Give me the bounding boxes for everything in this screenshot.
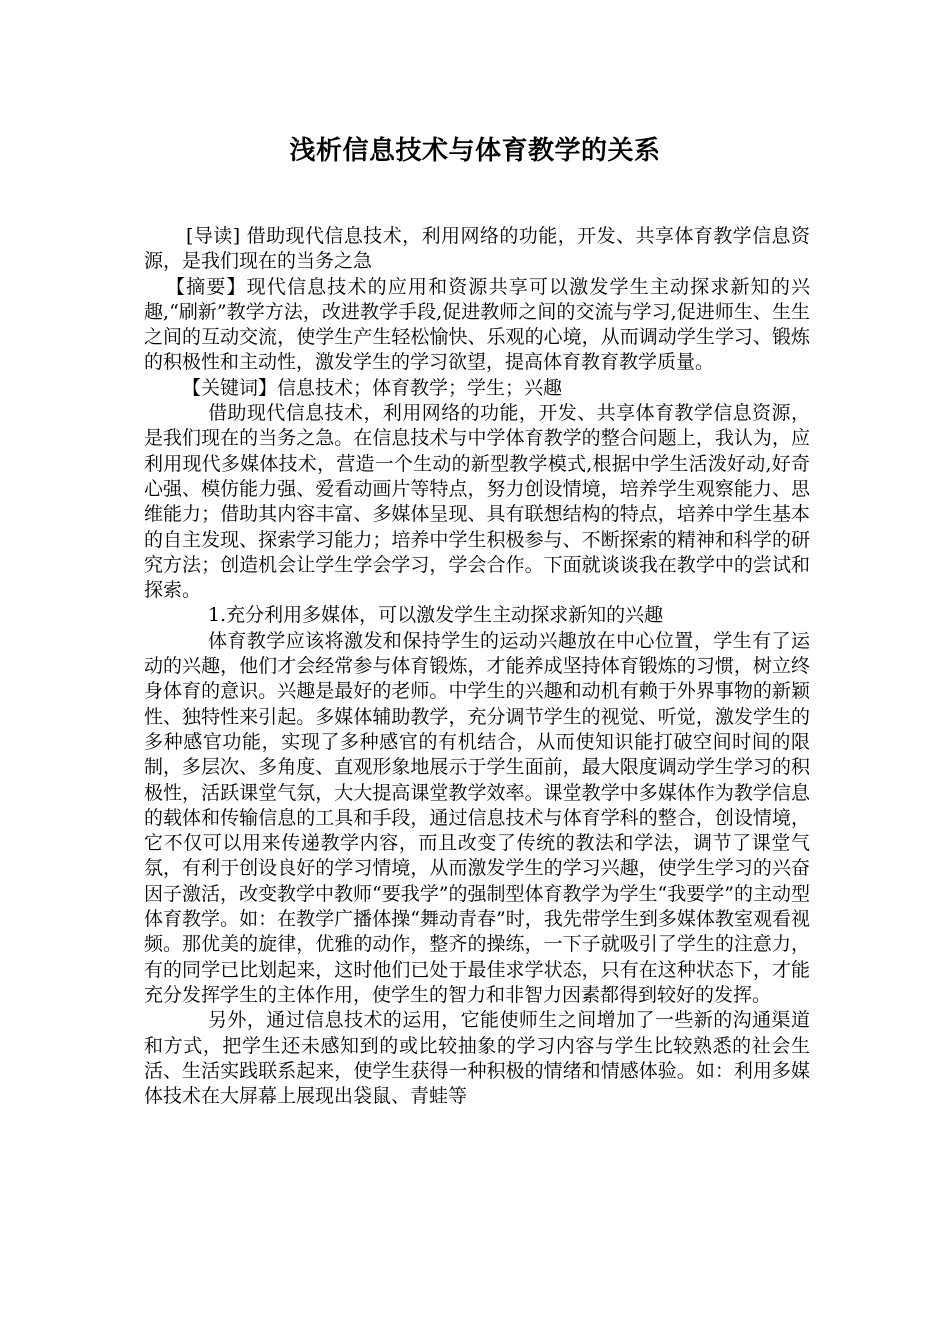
section-heading-1: 1.充分利用多媒体，可以激发学生主动探求新知的兴趣	[208, 604, 664, 627]
document-title: 浅析信息技术与体育教学的关系	[289, 136, 661, 166]
body-paragraph-2: 体育教学应该将激发和保持学生的运动兴趣放在中心位置，学生有了运动的兴趣，他们才会经常参与体育锻炼，才能养成坚持体育锻炼的习惯，树立终身体育的意识。兴趣是最好的老师。中学生的兴趣和动机有赖于外界事物的新颖性、独特性来引起。多媒体辅助教学，充分调节学生的视觉、听觉，激发学生的多种感官功能，实现了多种感官的有机结合，从而使知识能打破空间时间的限制，多层次、多角度、直观形象地展示于学生面前，最大限度调动学生学习的积极性，活跃课堂气氛，大大提高课堂教学效率。课堂教学中多媒体作为教学信息的载体和传输信息的工具和手段，通过信息技术与体育学科的整合，创设情境，它不仅可以用来传递教学内容，而且改变了传统的教法和学法，调节了课堂气氛，有利于创设良好的学习情境，从而激发学生的学习兴趣，使学生学习的兴奋因子激活，改变教学中教师“要我学”的强制型体育教学为学生“我要学”的主动型体育教学。如：在教学广播体操“舞动青春”时，我先带学生到多媒体教室观看视频。那优美的旋律，优雅的动作，整齐的操练，一下子就吸引了学生的注意力，有的同学已比划起来，这时他们已处于最佳求学状态，只有在这种状态下，才能充分发挥学生的主体作用，使学生的智力和非智力因素都得到较好的发挥。	[144, 629, 810, 1006]
body-paragraph-1: 借助现代信息技术，利用网络的功能，开发、共享体育教学信息资源，是我们现在的当务之急。在信息技术与中学体育教学的整合问题上，我认为，应利用现代多媒体技术，营造一个生动的新型教学模式,根据中学生活泼好动,好奇心强、模仿能力强、爱看动画片等特点，努力创设情境，培养学生观察能力、思维能力；借助其内容丰富、多媒体呈现、具有联想结构的特点，培养中学生基本的自主发现、探索学习能力；培养中学生积极参与、不断探索的精神和科学的研究方法；创造机会让学生学会学习，学会合作。下面就谈谈我在教学中的尝试和探索。	[144, 402, 810, 602]
body-paragraph-3: 另外，通过信息技术的运用，它能使师生之间增加了一些新的沟通渠道和方式，把学生还未感知到的或比较抽象的学习内容与学生比较熟悉的社会生活、生活实践联系起来，使学生获得一种积极的情绪和情感体验。如：利用多媒体技术在大屏幕上展现出袋鼠、青蛙等	[144, 1009, 810, 1108]
document-body	[144, 224, 810, 1109]
intro-paragraph: [导读] 借助现代信息技术，利用网络的功能，开发、共享体育教学信息资源，是我们现在的当务之急	[144, 225, 810, 273]
abstract-paragraph: 【摘要】现代信息技术的应用和资源共享可以激发学生主动探求新知的兴趣,“刷新”教学方法，改进教学手段,促进教师之间的交流与学习,促进师生、生生之间的互动交流，使学生产生轻松愉快、乐观的心境，从而调动学生学习、锻炼的积极性和主动性，激发学生的学习欲望，提高体育教育教学质量。	[144, 275, 810, 374]
keywords-line: 【关键词】信息技术；体育教学；学生；兴趣	[182, 376, 563, 399]
